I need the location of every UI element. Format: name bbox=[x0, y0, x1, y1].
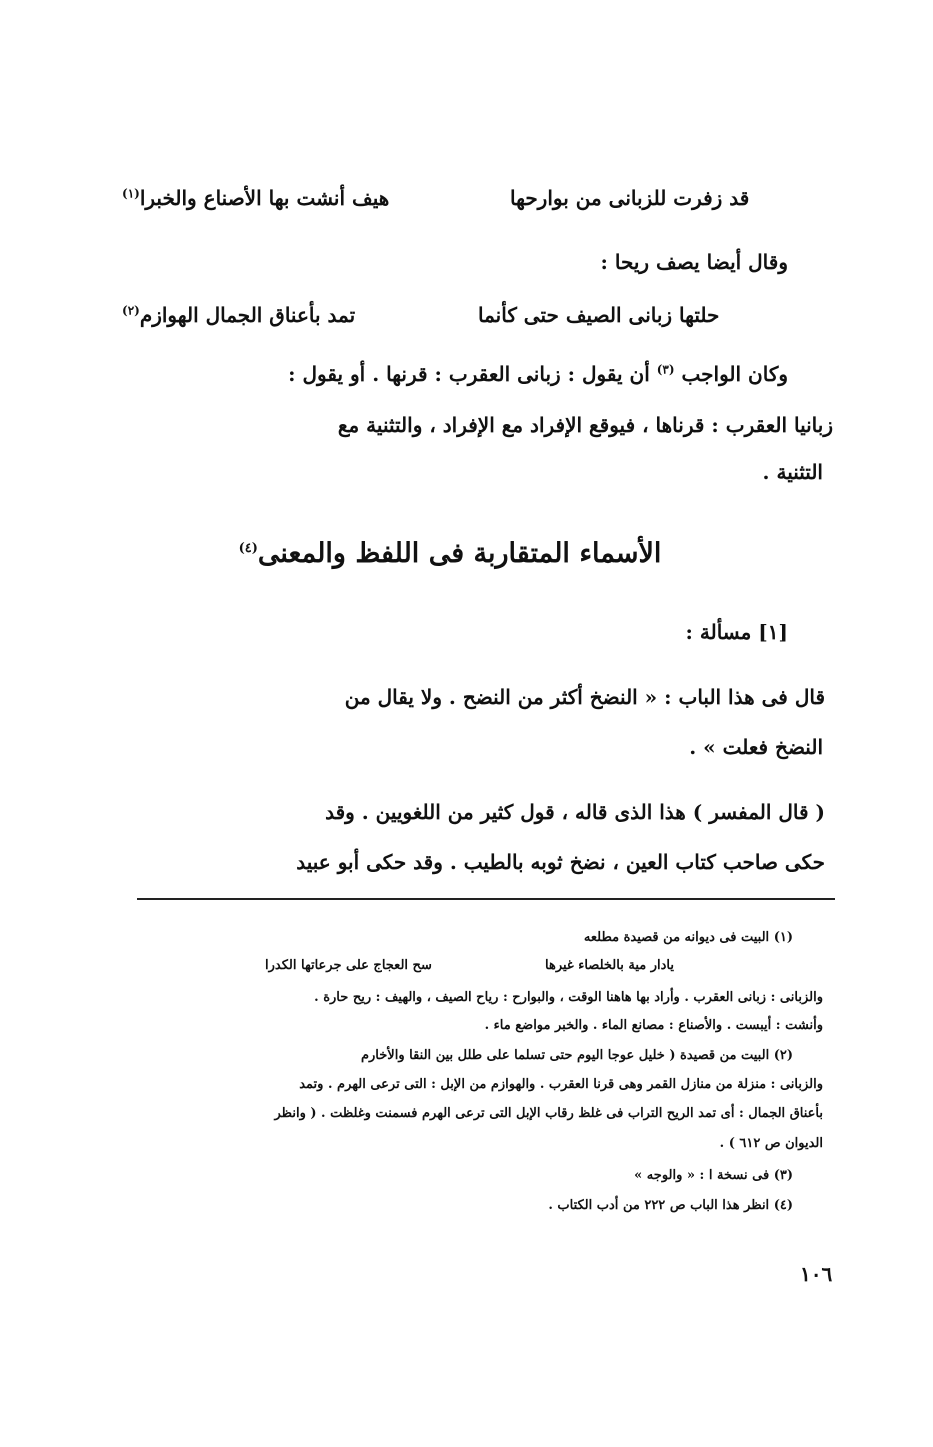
page-number: ١٠٦ bbox=[800, 1262, 833, 1286]
footnote-separator bbox=[137, 898, 835, 900]
footnote-3: (٣) فى نسخة ا : « والوجه » bbox=[634, 1168, 793, 1183]
paragraph-3-line-2: حكى صاحب كتاب العين ، نضخ ثوبه بالطيب . وقد حكى أبو عبيد bbox=[296, 850, 825, 874]
verse-1-first-hemistich: قد زفرت للزبانى من بوارحها bbox=[510, 186, 750, 210]
intro-line: وقال أيضا يصف ريحا : bbox=[600, 250, 788, 274]
verse-2-first-hemistich: حلتها زبانى الصيف حتى كأنما bbox=[478, 303, 720, 327]
paragraph-3-line-1: ( قال المفسر ) هذا الذى قاله ، قول كثير من اللغويين . وقد bbox=[325, 800, 825, 824]
verse-1-second-hemistich: هيف أنشت بها الأصناع والخبرا$^{(١)}$ bbox=[122, 186, 390, 210]
footnote-2-line-2: والزبانى : منزلة من منازل القمر وهى قرنا العقرب . والهوازم من الإبل : التى ترعى الهرم . وتمد bbox=[299, 1077, 823, 1092]
section-heading: الأسماء المتقاربة فى اللفظ والمعنى$^{(٤)}$ bbox=[238, 538, 662, 569]
footnote-1-verse-first: يادار مية بالخلصاء غيرها bbox=[545, 958, 674, 973]
footnote-1-line-3: والزبانى : زبانى العقرب . وأراد بها هاهنا الوقت ، والبوارح : رياح الصيف ، والهيف : ريح حارة . bbox=[314, 990, 823, 1005]
paragraph-1-line-2: زبانيا العقرب : قرناها ، فيوقع الإفراد مع الإفراد ، والتثنية مع bbox=[337, 413, 833, 437]
footnote-marker-1: (١) bbox=[122, 186, 140, 201]
paragraph-1-line-1: وكان الواجب $^{(٣)}$ أن يقول : زبانى العقرب : قرنها . أو يقول : bbox=[288, 362, 788, 386]
footnote-4: (٤) انظر هذا الباب ص ٢٢٢ من أدب الكتاب . bbox=[548, 1198, 793, 1213]
paragraph-2-line-2: النضخ فعلت » . bbox=[689, 735, 823, 759]
paragraph-1-line-3: التثنية . bbox=[762, 460, 823, 484]
footnote-2-line-1: (٢) البيت من قصيدة ( خليل عوجا اليوم حتى تسلما على طلل بين النقا والأخارم bbox=[360, 1048, 793, 1063]
paragraph-2-line-1: قال فى هذا الباب : « النضخ أكثر من النضح . ولا يقال من bbox=[344, 685, 825, 709]
footnote-1-title: (١) البيت فى ديوانه من قصيدة مطلعه bbox=[583, 930, 793, 945]
footnote-1-line-4: وأنشت : أيبست . والأصناع : مصانع الماء . والخبر مواضع ماء . bbox=[484, 1018, 823, 1033]
footnote-2-line-3: بأعناق الجمال : أى تمد الريح التراب فى غلظ رقاب الإبل التى ترعى الهرم فسمنت وغلظت . ( وانظر bbox=[274, 1106, 823, 1121]
verse-2-second-hemistich: تمد بأعناق الجمال الهوازم$^{(٢)}$ bbox=[122, 303, 356, 327]
footnote-marker-3: (٣) bbox=[656, 362, 675, 377]
footnote-marker-2: (٢) bbox=[122, 303, 140, 318]
footnote-marker-4: (٤) bbox=[238, 541, 258, 556]
footnote-1-verse-second: سح العجاج على جرعاتها الكدرا bbox=[265, 958, 432, 973]
footnote-2-line-4: الديوان ص ٦١٢ ) . bbox=[719, 1136, 823, 1151]
question-label: [١] مسألة : bbox=[685, 620, 788, 644]
